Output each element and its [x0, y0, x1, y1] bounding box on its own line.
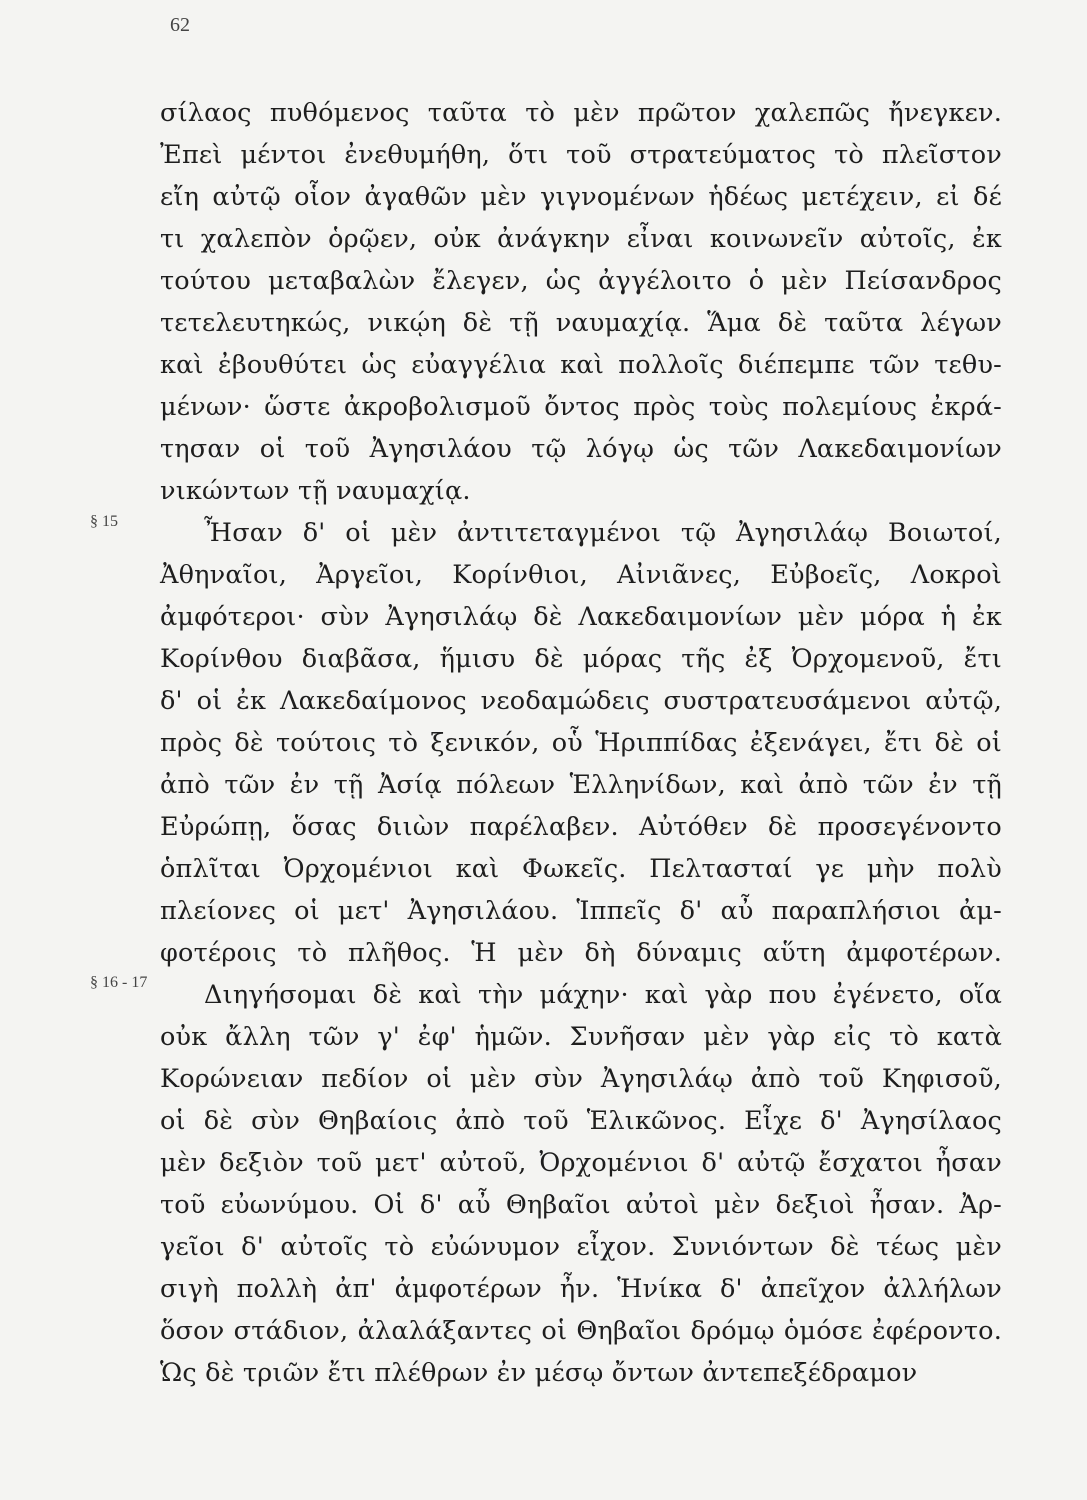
text-line: ἀπὸ τῶν ἐν τῇ Ἀσίᾳ πόλεων Ἑλληνίδων, καὶ ἀπὸ τῶν ἐν τῇ: [160, 770, 1002, 800]
text-line: ἀμφότεροι· σὺν Ἀγησιλάῳ δὲ Λακεδαιμονίων μὲν μόρα ἡ ἐκ: [160, 602, 1002, 632]
text-line: εἴη αὐτῷ οἷον ἀγαθῶν μὲν γιγνομένων ἡδέως μετέχειν, εἰ δέ: [160, 182, 1002, 212]
text-line: τοῦ εὐωνύμου. Οἱ δ' αὖ Θηβαῖοι αὐτοὶ μὲν δεξιοὶ ἦσαν. Ἀρ-: [160, 1190, 1002, 1220]
section-mark-16-17: § 16 - 17: [90, 974, 148, 991]
text-line: οἱ δὲ σὺν Θηβαίοις ἀπὸ τοῦ Ἑλικῶνος. Εἶχε δ' Ἀγησίλαος: [160, 1106, 1002, 1136]
text-line: τετελευτηκώς, νικῴη δὲ τῇ ναυμαχίᾳ. Ἅμα δὲ ταῦτα λέγων: [160, 308, 1002, 338]
text-line: τι χαλεπὸν ὁρῷεν, οὐκ ἀνάγκην εἶναι κοινωνεῖν αὐτοῖς, ἐκ: [160, 224, 1002, 254]
text-line: Διηγήσομαι δὲ καὶ τὴν μάχην· καὶ γὰρ που ἐγένετο, οἵα: [204, 980, 1002, 1010]
text-line: Ὡς δὲ τριῶν ἔτι πλέθρων ἐν μέσῳ ὄντων ἀντεπεξέδραμον: [160, 1358, 918, 1388]
text-line: σιγὴ πολλὴ ἀπ' ἀμφοτέρων ἦν. Ἡνίκα δ' ἀπεῖχον ἀλλήλων: [160, 1274, 1002, 1304]
text-line: ὁπλῖται Ὀρχομένιοι καὶ Φωκεῖς. Πελτασταί γε μὴν πολὺ: [160, 854, 1002, 884]
text-line: Ἀθηναῖοι, Ἀργεῖοι, Κορίνθιοι, Αἰνιᾶνες, Εὐβοεῖς, Λοκροὶ: [160, 560, 1002, 590]
text-line: ὅσον στάδιον, ἀλαλάξαντες οἱ Θηβαῖοι δρόμῳ ὁμόσε ἐφέροντο.: [160, 1316, 1002, 1346]
text-line: τούτου μεταβαλὼν ἔλεγεν, ὡς ἀγγέλοιτο ὁ μὲν Πείσανδρος: [160, 266, 1002, 296]
text-line: τησαν οἱ τοῦ Ἀγησιλάου τῷ λόγῳ ὡς τῶν Λακεδαιμονίων: [160, 434, 1002, 464]
text-line: Ἦσαν δ' οἱ μὲν ἀντιτεταγμένοι τῷ Ἀγησιλάῳ Βοιωτοί,: [204, 518, 1002, 548]
text-line: Κορίνθου διαβᾶσα, ἥμισυ δὲ μόρας τῆς ἐξ Ὀρχομενοῦ, ἔτι: [160, 644, 1002, 674]
text-line: δ' οἱ ἐκ Λακεδαίμονος νεοδαμώδεις συστρατευσάμενοι αὐτῷ,: [160, 686, 1002, 716]
text-line: φοτέροις τὸ πλῆθος. Ἡ μὲν δὴ δύναμις αὕτη ἀμφοτέρων.: [160, 938, 1002, 968]
text-line: πλείονες οἱ μετ' Ἀγησιλάου. Ἱππεῖς δ' αὖ παραπλήσιοι ἀμ-: [160, 896, 1002, 926]
text-line: γεῖοι δ' αὐτοῖς τὸ εὐώνυμον εἶχον. Συνιόντων δὲ τέως μὲν: [160, 1232, 1002, 1262]
text-line: Εὐρώπῃ, ὅσας διιὼν παρέλαβεν. Αὐτόθεν δὲ προσεγένοντο: [160, 812, 1002, 842]
section-mark-15: § 15: [90, 513, 118, 530]
text-line: μένων· ὥστε ἀκροβολισμοῦ ὄντος πρὸς τοὺς πολεμίους ἐκρά-: [160, 392, 1002, 422]
text-line: μὲν δεξιὸν τοῦ μετ' αὐτοῦ, Ὀρχομένιοι δ' αὐτῷ ἔσχατοι ἦσαν: [160, 1148, 1002, 1178]
text-line: Ἐπεὶ μέντοι ἐνεθυμήθη, ὅτι τοῦ στρατεύματος τὸ πλεῖστον: [160, 140, 1002, 170]
text-line: πρὸς δὲ τούτοις τὸ ξενικόν, οὗ Ἡριππίδας ἐξενάγει, ἔτι δὲ οἱ: [160, 728, 1002, 758]
text-line: οὐκ ἄλλη τῶν γ' ἐφ' ἡμῶν. Συνῆσαν μὲν γὰρ εἰς τὸ κατὰ: [160, 1022, 1002, 1052]
text-line: Κορώνειαν πεδίον οἱ μὲν σὺν Ἀγησιλάῳ ἀπὸ τοῦ Κηφισοῦ,: [160, 1064, 1002, 1094]
greek-text-body: [160, 92, 1002, 1394]
text-line: νικώντων τῇ ναυμαχίᾳ.: [160, 476, 471, 506]
text-line: καὶ ἐβουθύτει ὡς εὐαγγέλια καὶ πολλοῖς διέπεμπε τῶν τεθυ-: [160, 350, 1002, 380]
page-number: 62: [170, 14, 190, 36]
text-line: σίλαος πυθόμενος ταῦτα τὸ μὲν πρῶτον χαλεπῶς ἤνεγκεν.: [160, 98, 1002, 128]
